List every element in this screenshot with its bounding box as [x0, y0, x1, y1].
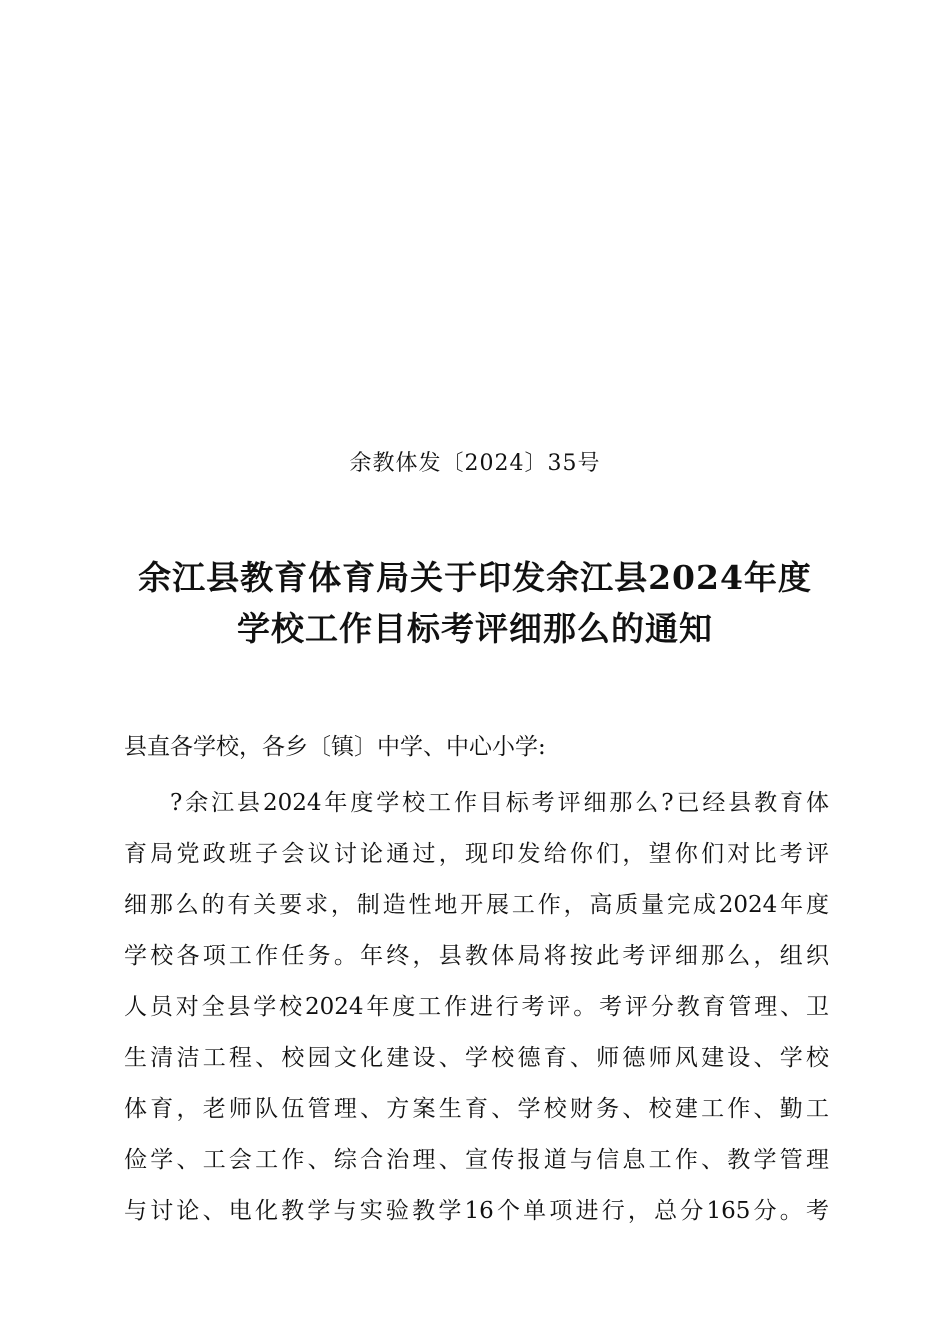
addressee: 县直各学校，各乡〔镇〕中学、中心小学:	[124, 734, 546, 760]
body-line: 学校各项工作任务。年终，县教体局将按此考评细那么，组织	[124, 943, 829, 969]
title-line-2: 学校工作目标考评细那么的通知	[237, 609, 713, 648]
body-line: 人员对全县学校2024年度工作进行考评。考评分教育管理、卫	[124, 994, 829, 1020]
document-title	[80, 552, 870, 654]
body-line: 体育，老师队伍管理、方案生育、学校财务、校建工作、勤工	[124, 1096, 829, 1122]
document-number: 余教体发〔2024〕35号	[349, 451, 601, 476]
body-line: ?余江县2024年度学校工作目标考评细那么?已经县教育体	[170, 790, 829, 816]
body-line: 育局党政班子会议讨论通过，现印发给你们，望你们对比考评	[124, 841, 829, 867]
body-line: 俭学、工会工作、综合治理、宣传报道与信息工作、教学管理	[124, 1147, 829, 1173]
title-line-1: 余江县教育体育局关于印发余江县2024年度	[138, 558, 812, 597]
body-line: 细那么的有关要求，制造性地开展工作，高质量完成2024年度	[124, 892, 829, 918]
body-line: 生清洁工程、校园文化建设、学校德育、师德师风建设、学校	[124, 1045, 829, 1071]
body-paragraph	[124, 778, 829, 1237]
body-line: 与讨论、电化教学与实验教学16个单项进行，总分165分。考	[124, 1198, 829, 1224]
